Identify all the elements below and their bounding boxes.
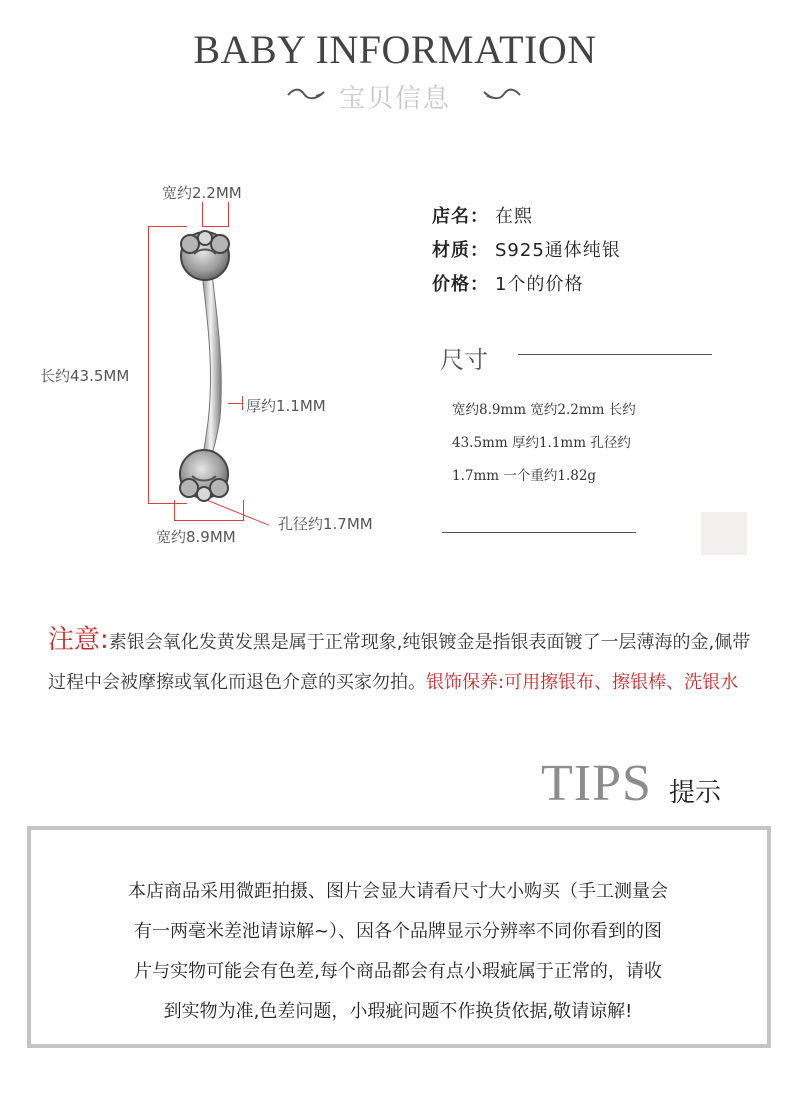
- note-body: 素银会氧化发黄发黑是属于正常现象,纯银镀金是指银表面镀了一层薄海的金,佩带过程中会被摩擦或氧化而退色介意的买家勿拍。: [48, 632, 751, 693]
- tips-line: 片与实物可能会有色差,每个商品都会有点小瑕疵属于正常的，请收: [134, 961, 662, 982]
- dim-width-bottom: 宽约8.9MM: [156, 528, 236, 546]
- info-material-label: 材质：: [432, 240, 489, 261]
- page-subtitle: 宝贝信息: [338, 84, 451, 114]
- care-note: [48, 620, 760, 703]
- tips-line: 本店商品采用微距拍摄、图片会显大请看尺寸大小购买（手工测量会: [128, 881, 668, 902]
- tips-title-en: TIPS: [541, 755, 652, 812]
- size-details: [452, 394, 702, 493]
- dim-width-top: 宽约2.2MM: [162, 184, 242, 202]
- info-shop-value: 在熙: [495, 206, 533, 227]
- silver-bar-image: [164, 222, 246, 512]
- note-lead: 注意:: [48, 625, 109, 655]
- info-price-value: 1个的价格: [495, 274, 584, 295]
- right-flourish-icon: [482, 86, 522, 102]
- color-swatch: [701, 512, 747, 555]
- info-price: [432, 270, 583, 296]
- tips-line: 有一两毫米差池请谅解~）、因各个品牌显示分辨率不同你看到的图: [133, 921, 663, 942]
- note-care: 银饰保养:可用擦银布、擦银棒、洗银水: [426, 672, 739, 693]
- info-shop: [432, 202, 533, 228]
- tips-title-cn: 提示: [669, 778, 722, 808]
- dim-hole: 孔径约1.7MM: [278, 515, 373, 533]
- info-material: [432, 236, 621, 262]
- page-title: BABY INFORMATION: [193, 27, 597, 72]
- size-line: 宽约8.9mm 宽约2.2mm 长约: [452, 402, 636, 418]
- size-line: 1.7mm 一个重约1.82g: [452, 468, 597, 484]
- size-heading: 尺寸: [440, 346, 488, 374]
- size-bottom-divider: [442, 532, 636, 533]
- info-price-label: 价格：: [432, 274, 489, 295]
- tips-text: [60, 872, 736, 1032]
- size-divider: [518, 354, 712, 355]
- dim-thickness: 厚约1.1MM: [246, 397, 326, 415]
- tips-line: 到实物为准,色差问题，小瑕疵问题不作换货依据,敬请谅解!: [163, 1001, 633, 1022]
- info-shop-label: 店名：: [432, 206, 489, 227]
- dim-length: 长约43.5MM: [40, 367, 130, 385]
- info-material-value: S925通体纯银: [495, 240, 621, 261]
- size-line: 43.5mm 厚约1.1mm 孔径约: [452, 435, 631, 451]
